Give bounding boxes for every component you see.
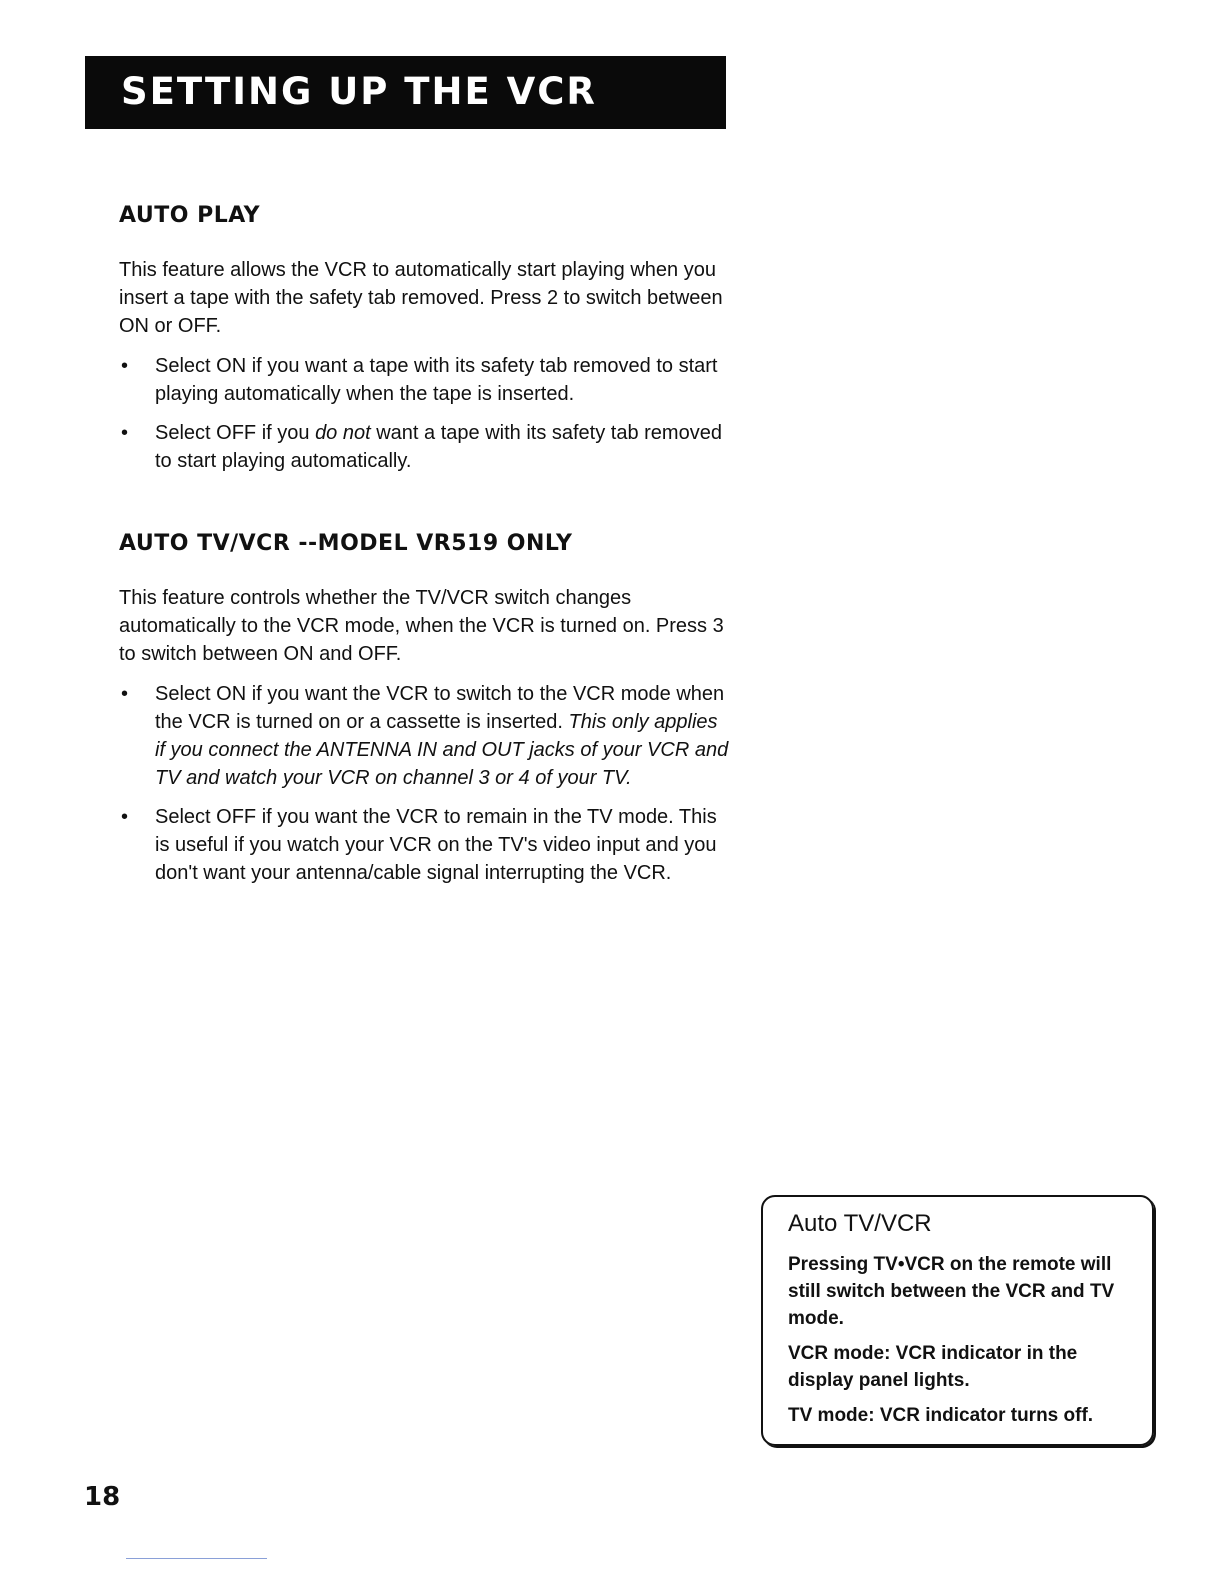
bullet-text-after: want a tape with its safety tab removed to start playing automatically. <box>155 422 722 472</box>
note-title: Auto TV/VCR <box>788 1210 932 1237</box>
page-number: 18 <box>84 1482 121 1512</box>
auto-play-heading: AUTO PLAY <box>119 203 261 228</box>
auto-tv-vcr-bullet-on <box>119 680 729 792</box>
auto-tv-vcr-section <box>119 531 729 898</box>
auto-tv-vcr-note-box <box>761 1195 1154 1446</box>
bullet-emphasis: This only applies if you connect the ANTENNA IN and OUT jacks of your VCR and TV and watch your VCR on channel 3 or 4 of your TV. <box>155 711 729 789</box>
bullet-icon: • <box>121 806 129 828</box>
footer-divider <box>126 1558 267 1559</box>
auto-play-intro: This feature allows the VCR to automatically start playing when you insert a tape with the safety tab removed. Press 2 to switch between ON or OFF. <box>119 259 723 337</box>
auto-tv-vcr-intro: This feature controls whether the TV/VCR switch changes automatically to the VCR mode, when the VCR is turned on. Press 3 to switch between ON and OFF. <box>119 587 724 665</box>
bullet-text: Select OFF if you want the VCR to remain in the TV mode. This is useful if you watch your VCR on the TV's video input and you don't want your antenna/cable signal interrupting the VCR. <box>155 806 717 884</box>
auto-tv-vcr-bullet-list <box>119 680 729 887</box>
auto-tv-vcr-heading: AUTO TV/VCR --MODEL VR519 ONLY <box>119 531 573 556</box>
bullet-text: Select ON if you want a tape with its safety tab removed to start playing automatically when the tape is inserted. <box>155 355 718 405</box>
bullet-text-before: Select OFF if you <box>155 422 316 444</box>
auto-play-bullet-off <box>119 419 729 475</box>
auto-play-bullet-list <box>119 352 729 475</box>
note-paragraph: TV mode: VCR indicator turns off. <box>788 1405 1094 1426</box>
auto-tv-vcr-bullet-off <box>119 803 729 887</box>
page-title: SETTING UP THE VCR <box>121 70 597 113</box>
note-paragraph: VCR mode: VCR indicator in the display panel lights. <box>788 1343 1078 1391</box>
bullet-emphasis: do not <box>315 422 371 444</box>
bullet-text: Select ON if you want the VCR to switch to the VCR mode when the VCR is turned on or a cassette is inserted. <box>155 683 725 733</box>
note-paragraph: Pressing TV•VCR on the remote will still switch between the VCR and TV mode. <box>788 1254 1115 1329</box>
bullet-icon: • <box>121 355 129 377</box>
bullet-icon: • <box>121 683 129 705</box>
auto-play-section <box>119 203 729 486</box>
bullet-icon: • <box>121 422 129 444</box>
auto-play-bullet-on <box>119 352 729 408</box>
page-header-banner <box>85 56 726 129</box>
